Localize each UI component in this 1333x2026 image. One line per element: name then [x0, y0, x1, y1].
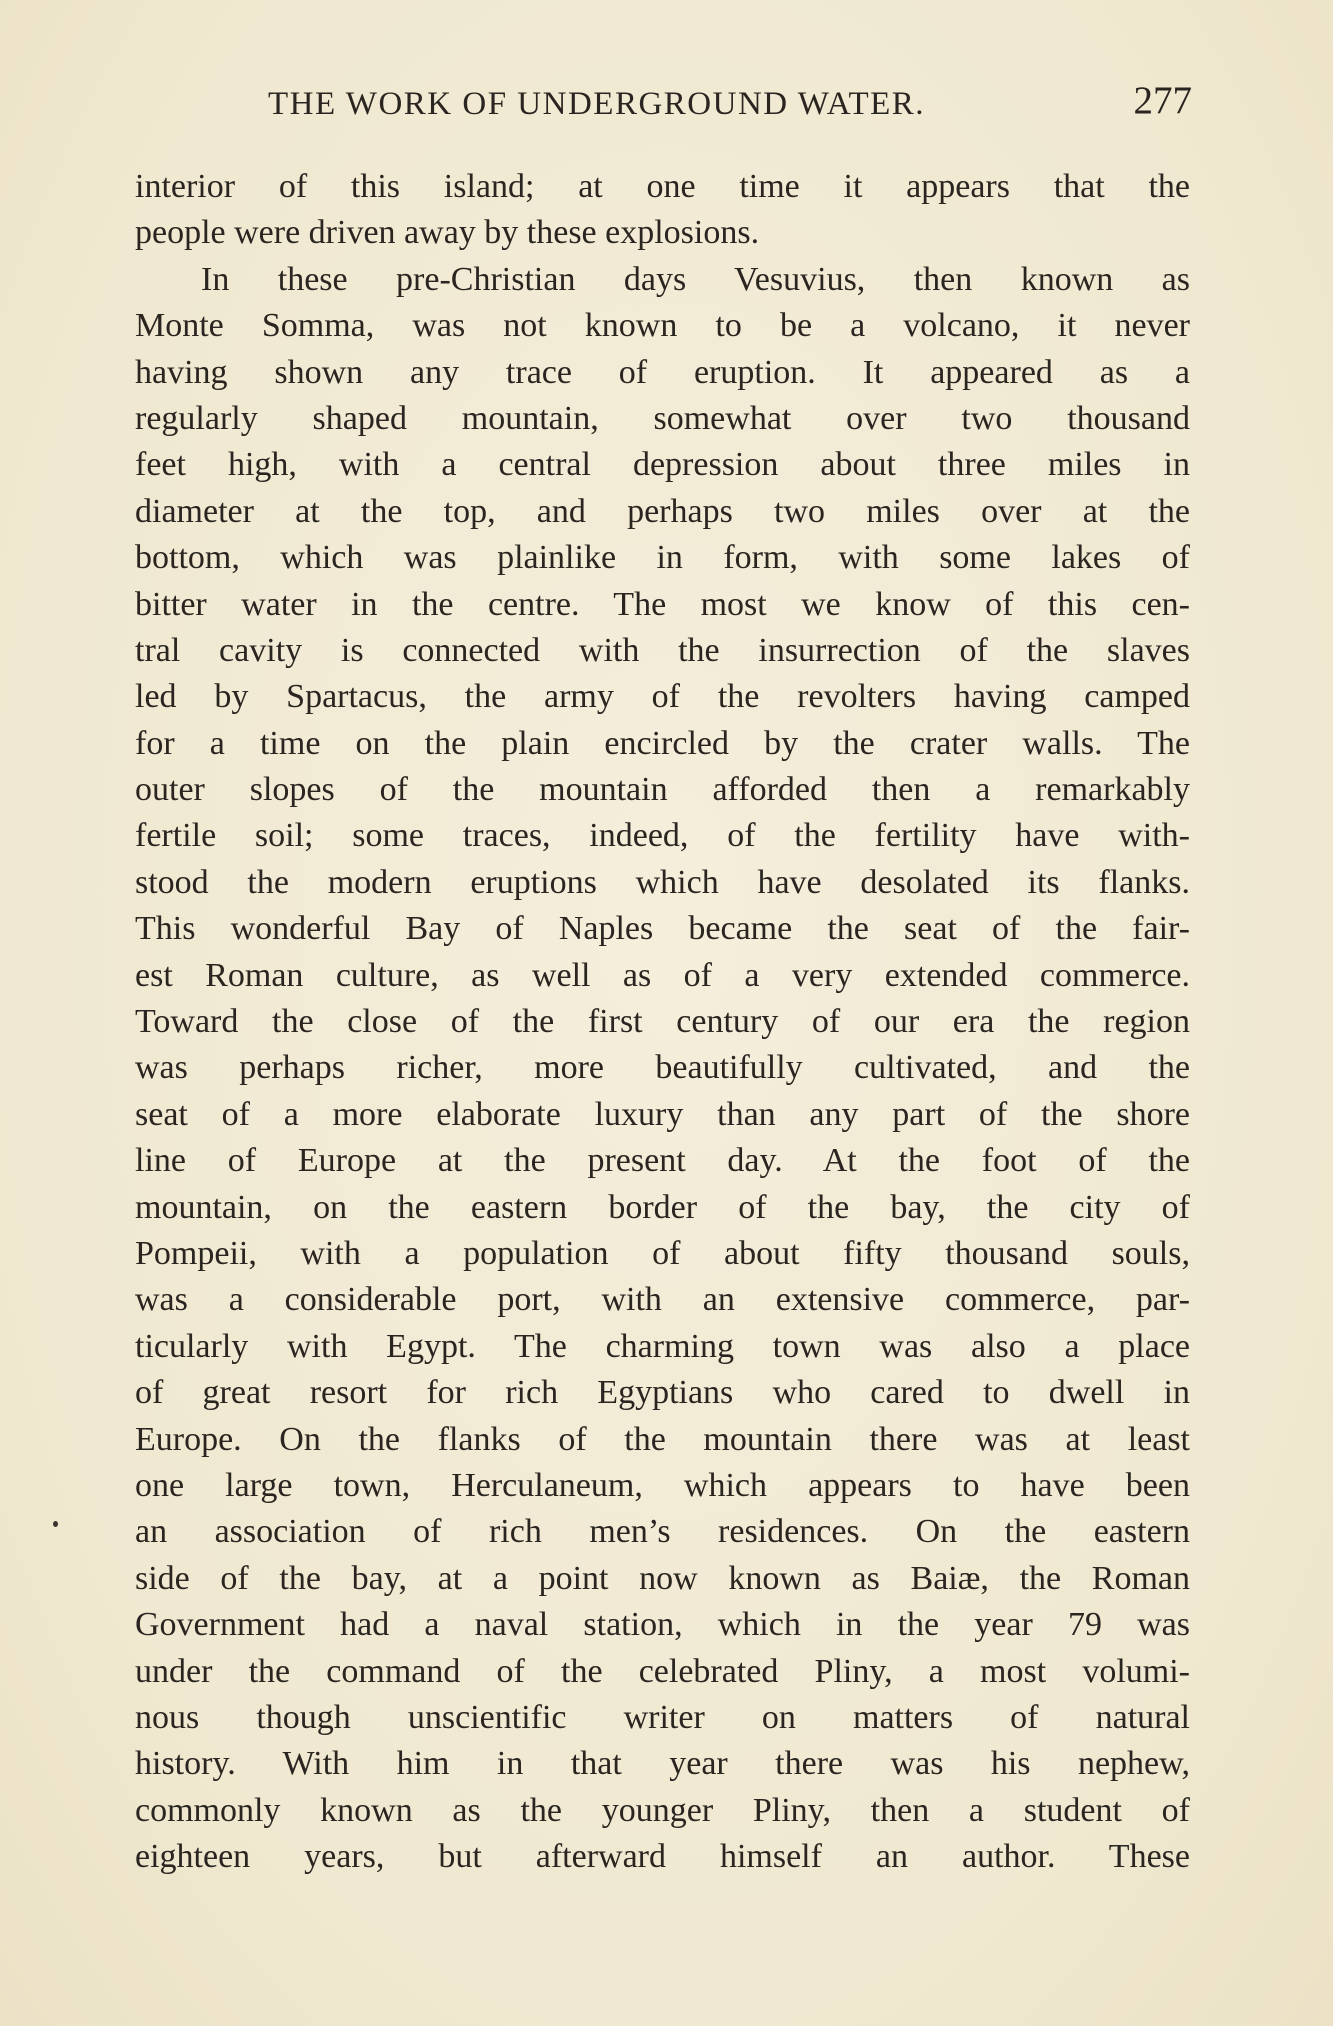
text-line: an association of rich men’s residences. On the eastern: [135, 1513, 1190, 1551]
text-line: history. With him in that year there was his nephew,: [135, 1745, 1190, 1783]
text-line: outer slopes of the mountain afforded then a remarkably: [135, 771, 1190, 809]
margin-speck: [53, 1521, 58, 1527]
text-line: Europe. On the flanks of the mountain there was at least: [135, 1420, 1190, 1458]
text-line: people were driven away by these explosions.: [135, 214, 760, 252]
text-line: seat of a more elaborate luxury than any part of the shore: [135, 1095, 1190, 1133]
page-number: 277: [1133, 79, 1192, 122]
text-line: tral cavity is connected with the insurrection of the slaves: [135, 631, 1190, 669]
text-line: ticularly with Egypt. The charming town was also a place: [135, 1327, 1190, 1365]
text-line: This wonderful Bay of Naples became the seat of the fair-: [135, 910, 1190, 948]
text-line: Monte Somma, was not known to be a volcano, it never: [135, 307, 1190, 345]
text-line: commonly known as the younger Pliny, then a student of: [135, 1791, 1190, 1829]
text-line: est Roman culture, as well as of a very extended commerce.: [135, 956, 1190, 994]
text-line: mountain, on the eastern border of the bay, the city of: [135, 1188, 1190, 1226]
running-head: THE WORK OF UNDERGROUND WATER.: [268, 86, 926, 122]
text-line: Toward the close of the first century of our era the region: [135, 1003, 1190, 1041]
text-line: feet high, with a central depression about three miles in: [135, 446, 1190, 484]
text-line: diameter at the top, and perhaps two miles over at the: [135, 492, 1190, 530]
text-line: eighteen years, but afterward himself an author. These: [135, 1838, 1190, 1876]
body-text: [135, 164, 1190, 1880]
text-line: was a considerable port, with an extensive commerce, par-: [135, 1281, 1190, 1319]
text-line: interior of this island; at one time it appears that the: [135, 168, 1190, 205]
text-line: was perhaps richer, more beautifully cultivated, and the: [135, 1049, 1190, 1087]
text-line: of great resort for rich Egyptians who cared to dwell in: [135, 1374, 1190, 1412]
text-line: bottom, which was plainlike in form, with some lakes of: [135, 539, 1190, 577]
text-line: Pompeii, with a population of about fifty thousand souls,: [135, 1234, 1190, 1272]
text-line: fertile soil; some traces, indeed, of the fertility have with-: [135, 817, 1190, 855]
text-line: In these pre-Christian days Vesuvius, then known as: [201, 260, 1190, 298]
text-line: side of the bay, at a point now known as Baiæ, the Roman: [135, 1559, 1190, 1597]
text-line: having shown any trace of eruption. It appeared as a: [135, 353, 1190, 391]
text-line: Government had a naval station, which in the year 79 was: [135, 1606, 1190, 1644]
text-line: regularly shaped mountain, somewhat over two thousand: [135, 399, 1190, 437]
text-line: stood the modern eruptions which have desolated its flanks.: [135, 863, 1190, 901]
text-line: led by Spartacus, the army of the revolters having camped: [135, 678, 1190, 716]
text-line: under the command of the celebrated Pliny, a most volumi-: [135, 1652, 1190, 1690]
page-header: [268, 78, 1192, 134]
text-line: nous though unscientific writer on matters of natural: [135, 1698, 1190, 1736]
text-line: line of Europe at the present day. At the foot of the: [135, 1142, 1190, 1180]
text-line: for a time on the plain encircled by the crater walls. The: [135, 724, 1190, 762]
text-line: bitter water in the centre. The most we know of this cen-: [135, 585, 1190, 623]
text-line: one large town, Herculaneum, which appears to have been: [135, 1466, 1190, 1504]
